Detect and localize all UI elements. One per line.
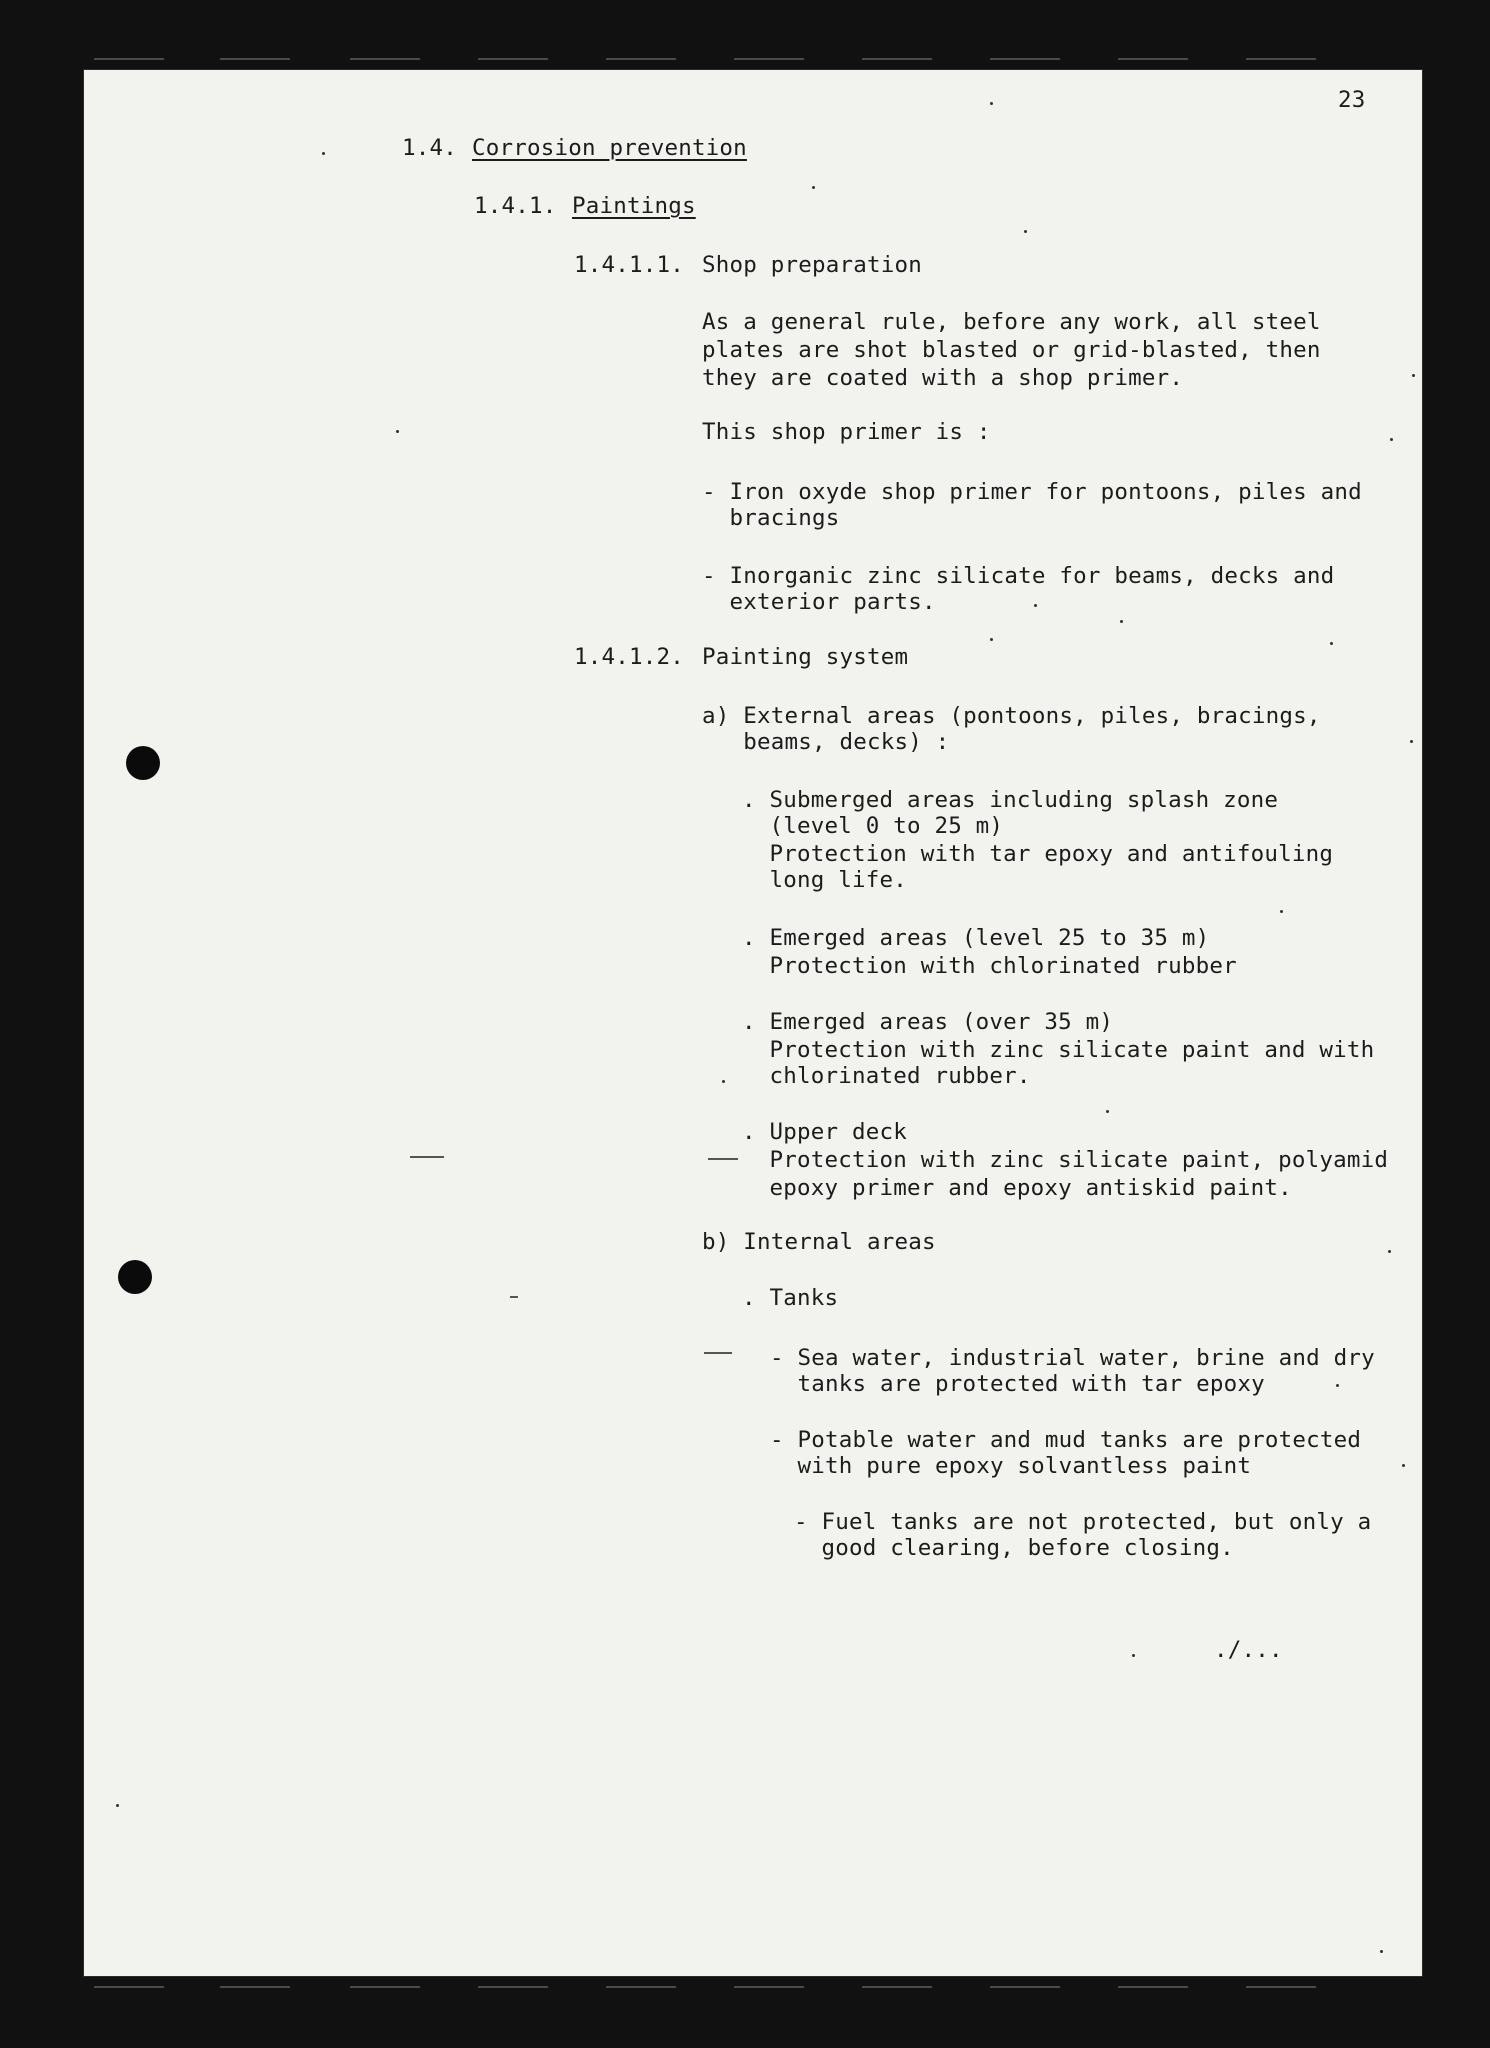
scan-speck xyxy=(990,638,993,641)
frame-edge-top xyxy=(94,58,164,60)
paragraph-line: plates are shot blasted or grid-blasted, then xyxy=(702,337,1321,363)
scan-mark xyxy=(410,1156,444,1158)
tank-item-line: - Sea water, industrial water, brine and dry xyxy=(770,1345,1375,1371)
scan-speck xyxy=(1120,620,1123,623)
tank-item-line: good clearing, before closing. xyxy=(794,1535,1234,1561)
page-number: 23 xyxy=(1338,87,1366,113)
list-item-line: - Iron oxyde shop primer for pontoons, piles and xyxy=(702,479,1362,505)
heading-number: 1.4.1.1. xyxy=(574,252,684,278)
punch-hole-upper xyxy=(126,746,160,780)
scan-speck xyxy=(322,152,325,155)
frame-edge-top xyxy=(478,58,548,60)
scan-mark xyxy=(510,1296,518,1298)
scan-speck xyxy=(1402,1464,1405,1467)
subsection-number: 1.4.1. xyxy=(474,193,557,219)
scan-speck xyxy=(1106,1110,1109,1113)
scan-speck xyxy=(1034,604,1037,607)
scan-speck xyxy=(990,102,993,105)
frame-edge-bottom xyxy=(1118,1986,1188,1988)
external-item-line: . Emerged areas (level 25 to 35 m) xyxy=(742,925,1210,951)
scan-speck xyxy=(396,430,399,433)
external-item-line: Protection with tar epoxy and antifouling xyxy=(742,841,1334,867)
paragraph-line: they are coated with a shop primer. xyxy=(702,365,1184,391)
scan-speck xyxy=(1132,1654,1135,1657)
intro-line: This shop primer is : xyxy=(702,419,991,445)
tanks-label: . Tanks xyxy=(742,1285,839,1311)
frame-edge-top xyxy=(1118,58,1188,60)
scan-speck xyxy=(812,186,815,189)
scan-mark xyxy=(704,1352,732,1354)
section-number: 1.4. xyxy=(402,135,457,161)
scan-speck xyxy=(1380,1950,1383,1953)
tank-item-line: tanks are protected with tar epoxy xyxy=(770,1371,1265,1397)
heading-title: Painting system xyxy=(702,644,909,670)
external-item-line: long life. xyxy=(742,867,907,893)
punch-hole-lower xyxy=(118,1260,152,1294)
frame-edge-bottom xyxy=(990,1986,1060,1988)
frame-edge-top xyxy=(734,58,804,60)
external-heading-line: a) External areas (pontoons, piles, bracings, xyxy=(702,703,1321,729)
frame-edge-top xyxy=(1246,58,1316,60)
tank-item-line: - Potable water and mud tanks are protected xyxy=(770,1427,1362,1453)
frame-edge-top xyxy=(606,58,676,60)
list-item-line: - Inorganic zinc silicate for beams, decks and xyxy=(702,563,1335,589)
frame-edge-top xyxy=(220,58,290,60)
continuation-mark: ./... xyxy=(1214,1637,1283,1663)
frame-edge-top xyxy=(862,58,932,60)
external-item-line: chlorinated rubber. xyxy=(742,1063,1031,1089)
external-item-line: . Emerged areas (over 35 m) xyxy=(742,1009,1114,1035)
tank-item-line: with pure epoxy solvantless paint xyxy=(770,1453,1252,1479)
tank-item-line: - Fuel tanks are not protected, but only a xyxy=(794,1509,1372,1535)
external-heading-line: beams, decks) : xyxy=(702,729,950,755)
list-item-line: bracings xyxy=(702,505,840,531)
external-item-line: epoxy primer and epoxy antiskid paint. xyxy=(742,1175,1292,1201)
section-title: Corrosion prevention xyxy=(472,135,747,161)
external-item-line: . Submerged areas including splash zone xyxy=(742,787,1279,813)
paragraph-line: As a general rule, before any work, all steel xyxy=(702,309,1321,335)
scan-speck xyxy=(1390,438,1393,441)
heading-number: 1.4.1.2. xyxy=(574,644,684,670)
scan-speck xyxy=(1412,374,1415,377)
frame-edge-bottom xyxy=(94,1986,164,1988)
heading-title: Shop preparation xyxy=(702,252,922,278)
frame-edge-bottom xyxy=(478,1986,548,1988)
subsection-title: Paintings xyxy=(572,193,696,219)
frame-edge-bottom xyxy=(606,1986,676,1988)
external-item-line: Protection with zinc silicate paint, polyamid xyxy=(742,1147,1389,1173)
frame-edge-bottom xyxy=(220,1986,290,1988)
scan-speck xyxy=(1388,1250,1391,1253)
scan-speck xyxy=(1330,642,1333,645)
internal-heading: b) Internal areas xyxy=(702,1229,936,1255)
scan-speck xyxy=(722,1080,725,1083)
scan-speck xyxy=(1280,910,1283,913)
scan-mark xyxy=(708,1158,738,1160)
frame-edge-top xyxy=(990,58,1060,60)
external-item-line: Protection with chlorinated rubber xyxy=(742,953,1237,979)
scan-speck xyxy=(1410,740,1413,743)
frame-edge-top xyxy=(350,58,420,60)
scan-speck xyxy=(116,1804,119,1807)
frame-edge-bottom xyxy=(350,1986,420,1988)
frame-edge-bottom xyxy=(734,1986,804,1988)
frame-edge-bottom xyxy=(1246,1986,1316,1988)
frame-edge-bottom xyxy=(862,1986,932,1988)
list-item-line: exterior parts. xyxy=(702,589,936,615)
external-item-line: . Upper deck xyxy=(742,1119,907,1145)
external-item-line: Protection with zinc silicate paint and with xyxy=(742,1037,1375,1063)
external-item-line: (level 0 to 25 m) xyxy=(742,813,1004,839)
scan-speck xyxy=(1024,230,1027,233)
scan-speck xyxy=(1336,1384,1339,1387)
